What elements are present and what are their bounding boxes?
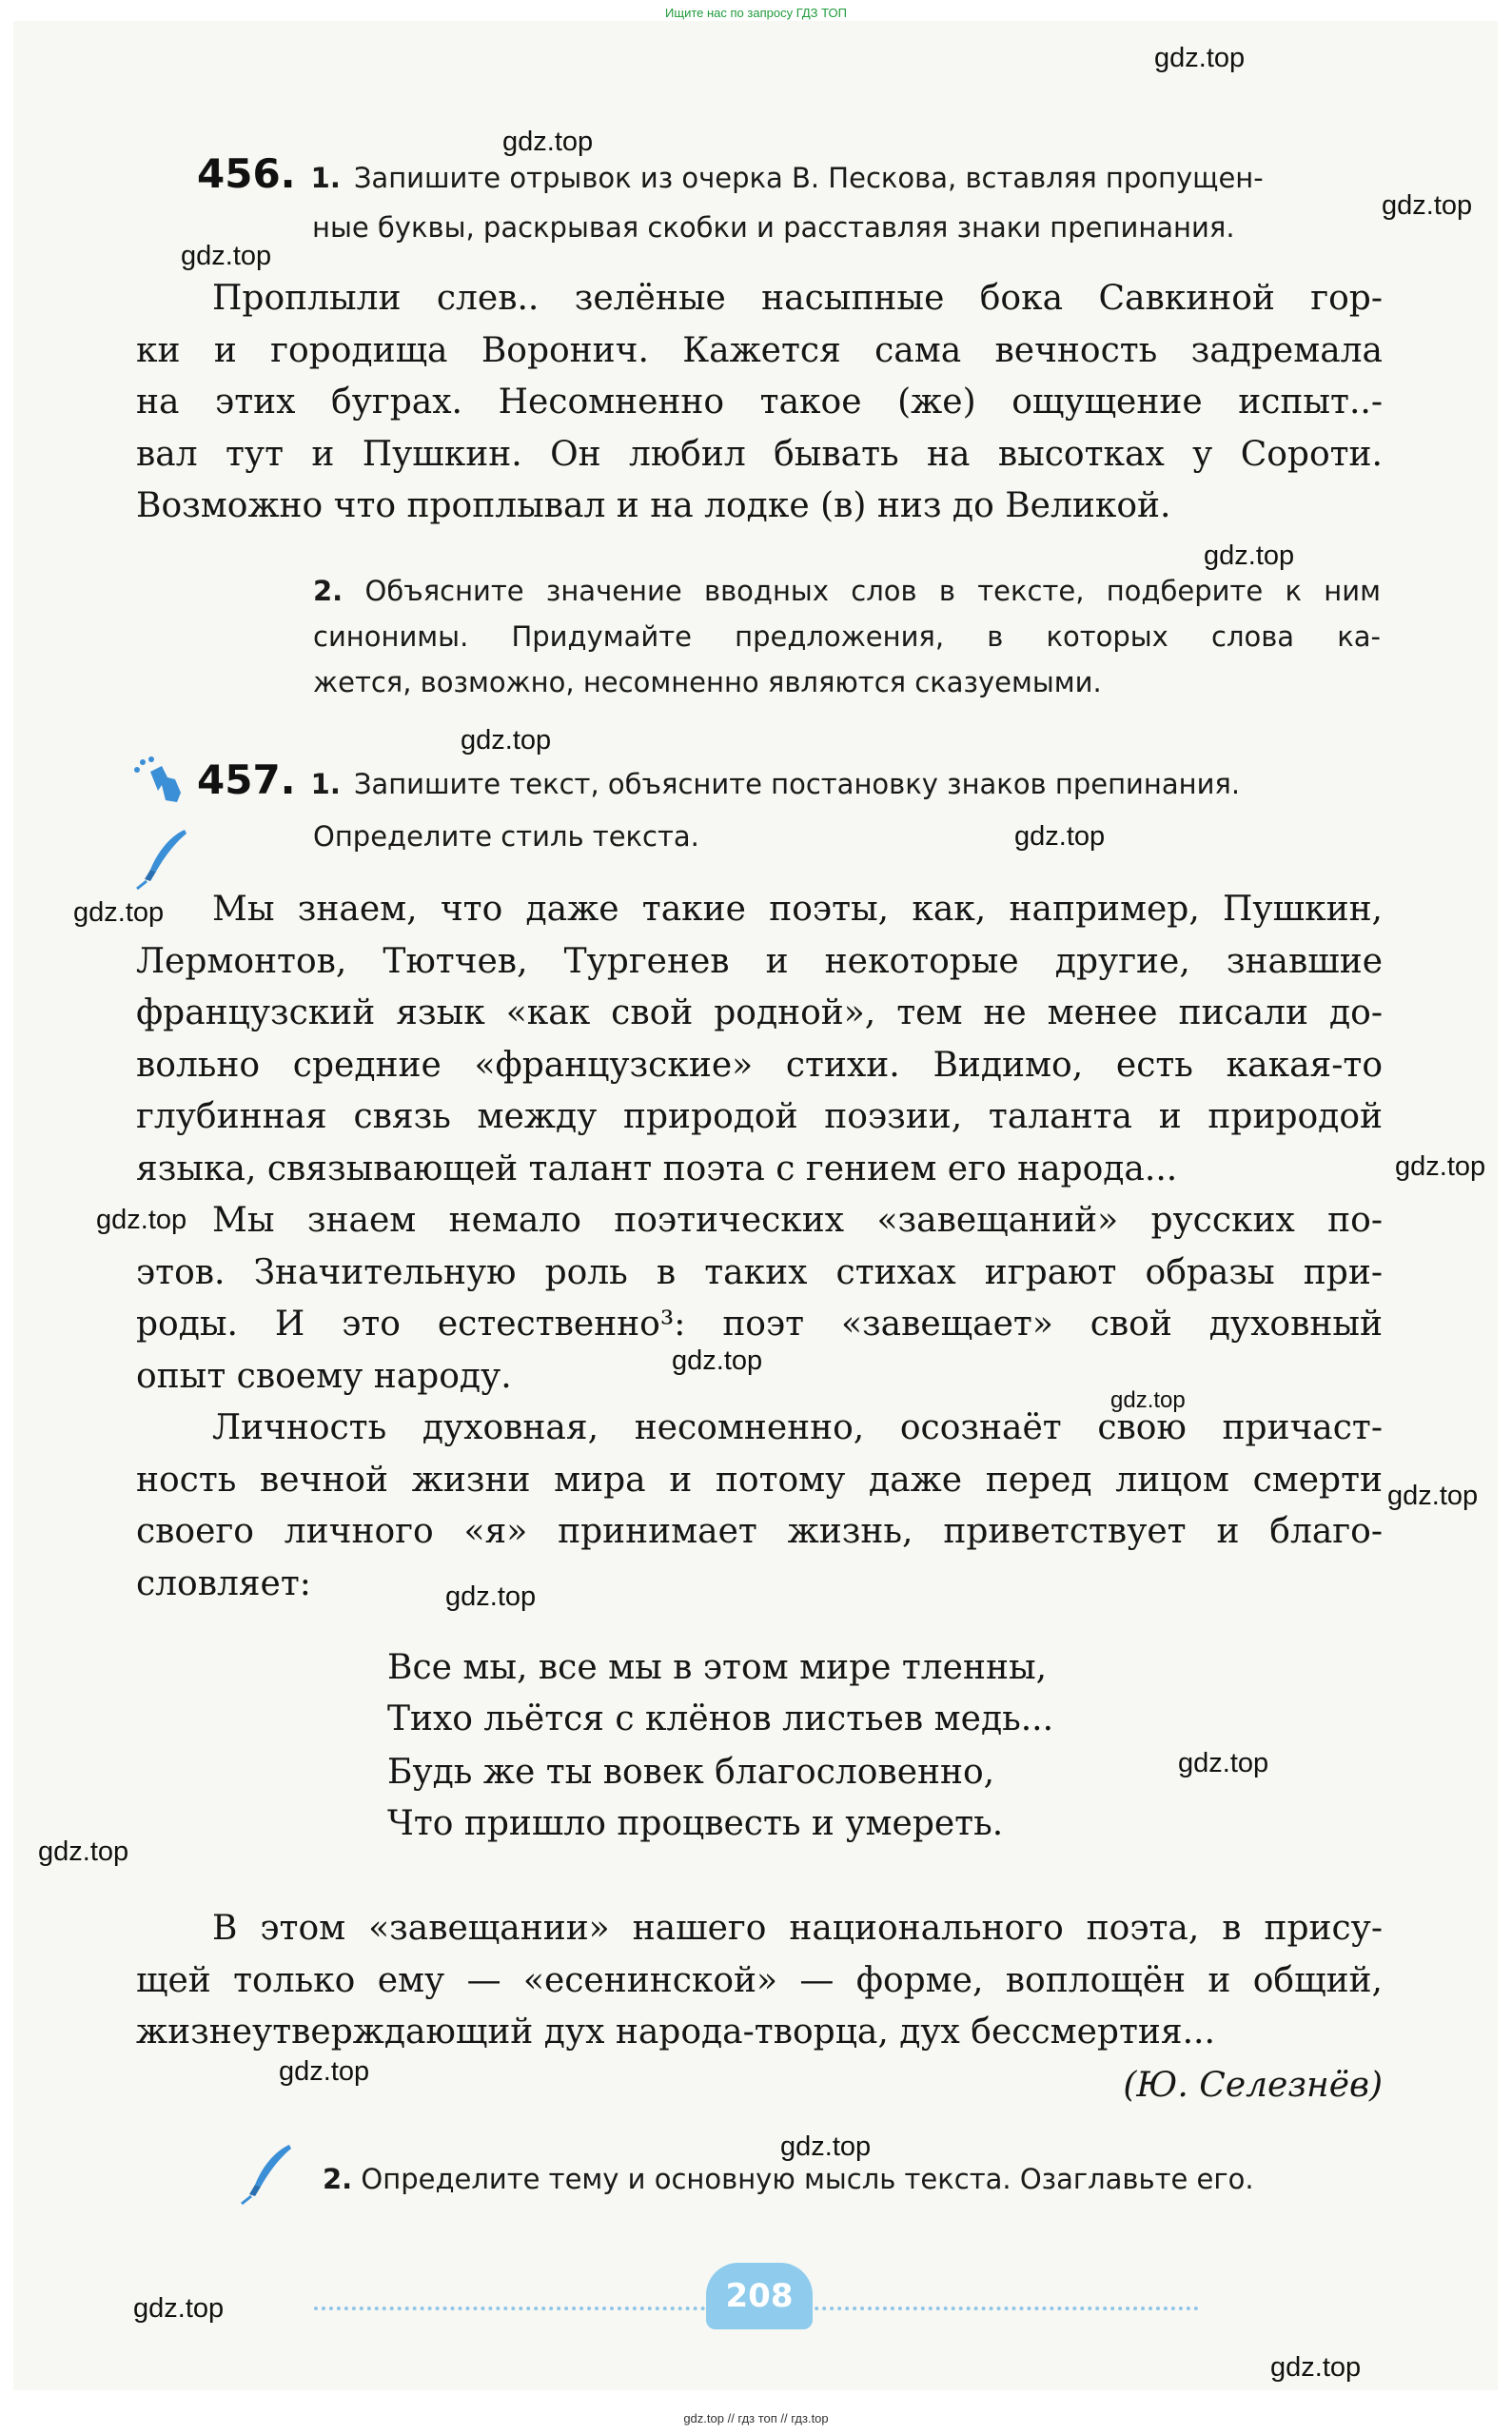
poem-line: Все мы, все мы в этом мире тленны, [387, 1648, 1048, 1687]
text-line: ность вечной жизни мира и потому даже перед лицом смерти [136, 1460, 1383, 1500]
exercise-457-text [136, 884, 1383, 1610]
watermark: gdz.top [1395, 1151, 1486, 1182]
poem-line: Что пришло процвесть и умереть. [387, 1804, 1004, 1843]
text-line: щей только ему — «есенинской» — форме, воплощён и общий, [136, 1960, 1383, 2000]
exercise-457-closing [136, 1903, 1383, 2059]
text-line: на этих буграх. Несомненно такое (же) ощущение испыт..- [136, 383, 1383, 422]
author-signature: (Ю. Селезнёв) [1123, 2066, 1383, 2105]
watermark: gdz.top [1178, 1748, 1269, 1778]
text-line: В этом «завещании» нашего национального поэта, в прису- [212, 1909, 1383, 1948]
watermark: gdz.top [38, 1836, 129, 1867]
text-line: Мы знаем немало поэтических «завещаний» русских по- [212, 1201, 1383, 1240]
text-line: этов. Значительную роль в таких стихах играют образы при- [136, 1252, 1383, 1292]
text-line: Личность духовная, несомненно, осознаёт свою причаст- [212, 1408, 1383, 1447]
exercise-457 [197, 756, 1382, 807]
task-text-line: синонимы. Придумайте предложения, в которых слова ка- [313, 620, 1381, 653]
task-text-line: Запишите отрывок из очерка В. Пескова, вставляя пропущен- [353, 162, 1264, 194]
task-number: 2. [313, 575, 344, 607]
task-number: 1. [310, 162, 341, 194]
watermark: gdz.top [1204, 540, 1295, 571]
task-number: 1. [310, 768, 341, 800]
watermark: gdz.top [445, 1581, 537, 1612]
text-line: французский язык «как свой родной», тем не менее писали до- [136, 993, 1383, 1032]
text-line: опыт своему народу. [136, 1356, 512, 1396]
poem-line: Тихо льётся с клёнов листьев медь... [387, 1699, 1054, 1738]
text-line: Лермонтов, Тютчев, Тургенев и некоторые другие, знавшие [136, 941, 1383, 981]
text-line: Проплыли слев.. зелёные насыпные бока Савкиной гор- [212, 279, 1383, 318]
task-text-line: жется, возможно, несомненно являются сказуемыми. [313, 666, 1102, 698]
watermark: gdz.top [1110, 1387, 1186, 1413]
watermark: gdz.top [181, 241, 272, 271]
hand-pointer-icon [133, 756, 187, 810]
task-text-line: Объясните значение вводных слов в тексте, подберите к ним [364, 575, 1381, 607]
poem-line: Будь же ты вовек благословенно, [387, 1753, 995, 1792]
text-line: вал тут и Пушкин. Он любил бывать на высотках у Сороти. [136, 434, 1383, 474]
task2-line [313, 568, 1381, 614]
exercise-number: 457. [197, 756, 296, 803]
task-text-line: ные буквы, раскрывая скобки и расставляя знаки препинания. [312, 211, 1235, 244]
task-text-line: Запишите текст, объясните постановку знаков препинания. [353, 768, 1241, 800]
task-number: 2. [323, 2163, 353, 2195]
watermark: gdz.top [279, 2056, 370, 2087]
watermark: gdz.top [461, 725, 552, 756]
watermark: gdz.top [672, 1345, 763, 1376]
text-line: ки и городища Воронич. Кажется сама вечность задремала [136, 330, 1383, 370]
watermark: gdz.top [96, 1205, 187, 1235]
task-text-line: Определите стиль текста. [313, 820, 699, 853]
pen-icon [238, 2141, 295, 2208]
watermark: gdz.top [1014, 821, 1106, 852]
watermark: gdz.top [1387, 1481, 1479, 1511]
watermark: gdz.top [1154, 43, 1246, 73]
text-line: жизнеутверждающий дух народа-творца, дух бессмертия... [136, 2013, 1215, 2052]
bottom-notice: gdz.top // гдз топ // гдз.top [683, 2411, 829, 2425]
exercise-number: 456. [197, 150, 296, 197]
watermark: gdz.top [73, 897, 165, 928]
exercise-456-text [136, 273, 1383, 533]
exercise-456 [197, 150, 1382, 201]
exercise-457-task2 [323, 2156, 1388, 2202]
exercise-456-task2 [313, 568, 1381, 705]
text-line: языка, связывающей талант поэта с гением его народа... [136, 1149, 1178, 1188]
text-line: своего личного «я» принимает жизнь, приветствует и благо- [136, 1512, 1383, 1551]
text-line: глубинная связь между природой поэзии, таланта и природой [136, 1097, 1383, 1136]
task-text-line: Определите тему и основную мысль текста. Озаглавьте его. [361, 2163, 1254, 2195]
watermark: gdz.top [1270, 2352, 1362, 2383]
watermark: gdz.top [1382, 190, 1473, 221]
poem [387, 1642, 1244, 1850]
top-notice: Ищите нас по запросу ГДЗ ТОП [665, 6, 847, 20]
pen-icon [133, 826, 190, 893]
watermark: gdz.top [133, 2293, 225, 2324]
watermark: gdz.top [502, 127, 594, 157]
text-line: словляет: [136, 1563, 311, 1603]
page-number: 208 [706, 2263, 813, 2329]
text-line: Мы знаем, что даже такие поэты, как, например, Пушкин, [212, 890, 1383, 929]
text-line: вольно средние «французские» стихи. Видимо, есть какая-то [136, 1045, 1383, 1085]
watermark: gdz.top [780, 2131, 872, 2162]
text-line: роды. И это естественно³: поэт «завещает» свой духовный [136, 1305, 1383, 1344]
text-line: Возможно что проплывал и на лодке (в) низ до Великой. [136, 486, 1171, 525]
